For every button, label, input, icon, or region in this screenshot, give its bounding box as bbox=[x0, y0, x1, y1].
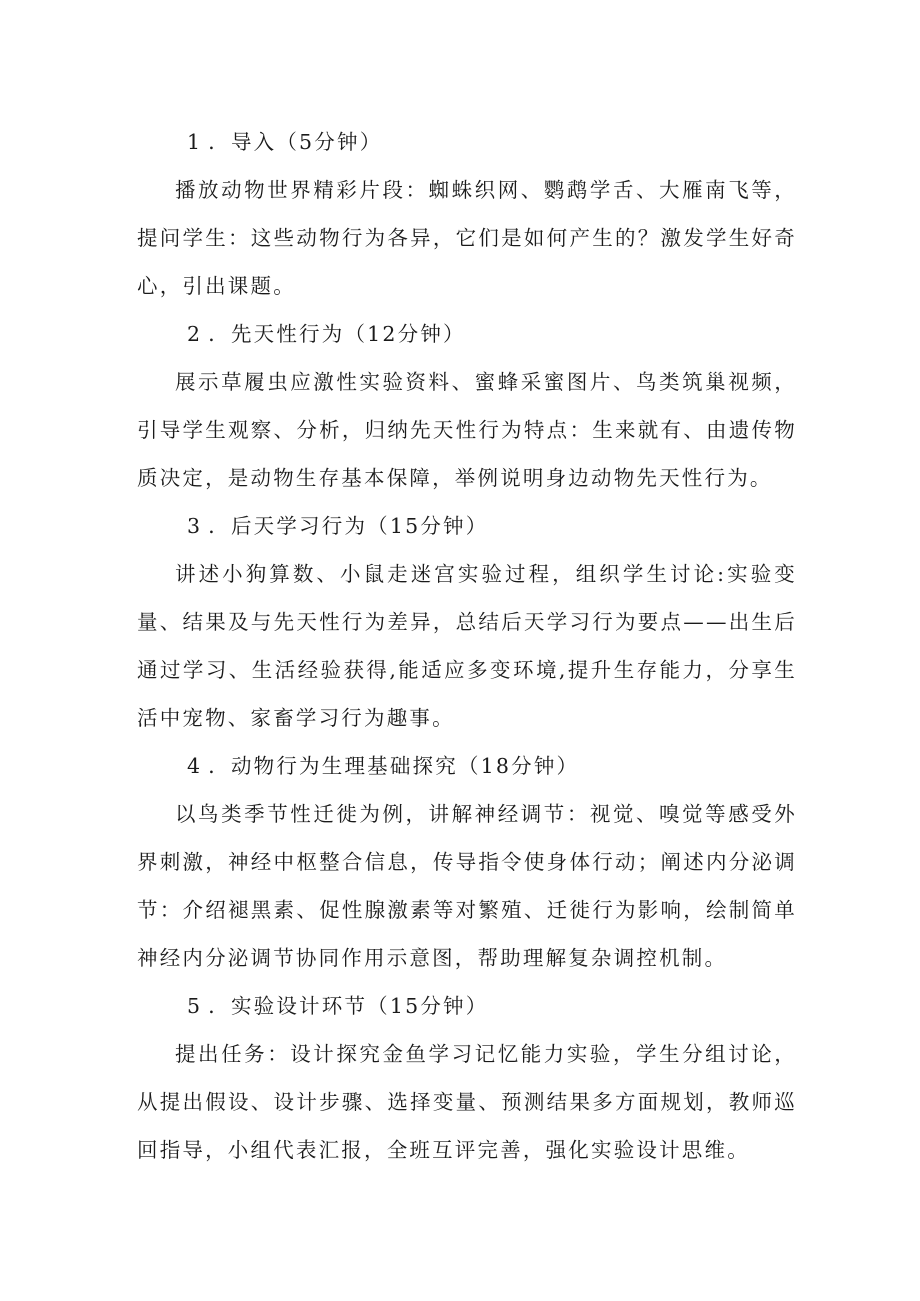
section-1-title: ．导入（5分钟） bbox=[208, 130, 383, 154]
section-3-heading bbox=[137, 502, 797, 550]
section-5-number: 5 bbox=[187, 994, 203, 1018]
section-3-title: ．后天学习行为（15分钟） bbox=[208, 514, 489, 538]
section-4-heading bbox=[137, 742, 797, 790]
section-2-heading bbox=[137, 310, 797, 358]
section-2-number: 2 bbox=[187, 322, 203, 346]
section-5-body: 提出任务：设计探究金鱼学习记忆能力实验，学生分组讨论，从提出假设、设计步骤、选择变量、预测结果多方面规划，教师巡回指导，小组代表汇报，全班互评完善，强化实验设计思维。 bbox=[137, 1042, 797, 1162]
section-1-number: 1 bbox=[187, 130, 203, 154]
section-1-body: 播放动物世界精彩片段：蜘蛛织网、鹦鹉学舌、大雁南飞等，提问学生：这些动物行为各异，它们是如何产生的？激发学生好奇心，引出课题。 bbox=[137, 178, 797, 298]
section-4-title: ．动物行为生理基础探究（18分钟） bbox=[208, 754, 580, 778]
section-1-heading bbox=[137, 118, 797, 166]
section-5-title: ．实验设计环节（15分钟） bbox=[208, 994, 489, 1018]
document-content bbox=[137, 118, 797, 1174]
section-4-body: 以鸟类季节性迁徙为例，讲解神经调节：视觉、嗅觉等感受外界刺激，神经中枢整合信息，传导指令使身体行动；阐述内分泌调节：介绍褪黑素、促性腺激素等对繁殖、迁徙行为影响，绘制简单神经内分泌调节协同作用示意图，帮助理解复杂调控机制。 bbox=[137, 802, 797, 970]
section-5-heading bbox=[137, 982, 797, 1030]
section-3-number: 3 bbox=[187, 514, 203, 538]
section-2-body: 展示草履虫应激性实验资料、蜜蜂采蜜图片、鸟类筑巢视频，引导学生观察、分析，归纳先天性行为特点：生来就有、由遗传物质决定，是动物生存基本保障，举例说明身边动物先天性行为。 bbox=[137, 370, 797, 490]
section-2-title: ．先天性行为（12分钟） bbox=[208, 322, 466, 346]
section-4-number: 4 bbox=[187, 754, 203, 778]
section-3-body: 讲述小狗算数、小鼠走迷宫实验过程，组织学生讨论:实验变量、结果及与先天性行为差异，总结后天学习行为要点——出生后通过学习、生活经验获得,能适应多变环境,提升生存能力，分享生活中宠物、家畜学习行为趣事。 bbox=[137, 562, 797, 730]
